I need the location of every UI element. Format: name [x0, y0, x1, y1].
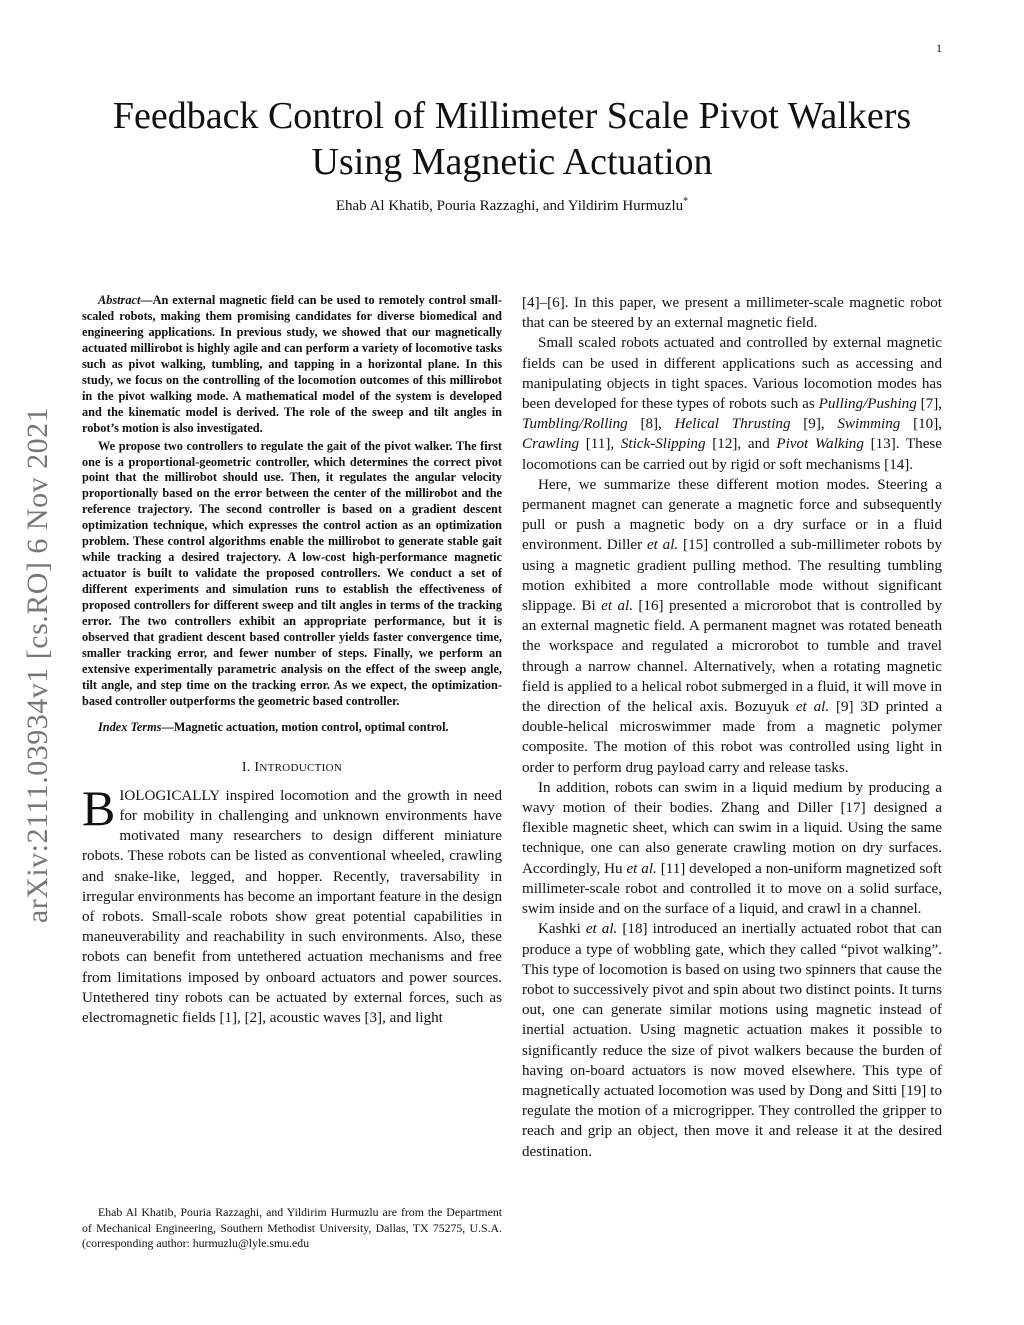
text-run: [9] 3D printed a double-helical microswimmer made from a magnetic polymer composite. The motion of this robot was controlled using light in order to perform drug payload carry and release tasks. [522, 699, 943, 776]
right-paragraph-1: [4]–[6]. In this paper, we present a millimeter-scale magnetic robot that can be steered by an external magnetic field. [522, 295, 942, 332]
text-run: [11], [579, 436, 621, 453]
index-terms-label: Index Terms [98, 719, 162, 734]
text-run: [13]. These locomotions can be carried out by rigid or soft mechanisms [14]. [522, 436, 942, 473]
text-run: [18] introduced an inertially actuated robot that can produce a type of wobbling gate, which they called “pivot walking”. This type of locomotion is based on using two spinners that cause the robot to successively pivot and spin about two distinct points. It turns out, one can generate similar motions using magnetic instead of inertial actuation. Using magnetic actuation makes it possible to significantly reduce the size of pivot walkers because the burden of having on-board actuators is now moved elsewhere. This type of magnetically actuated locomotion was used by Dong and Sitti [19] to regulate the motion of a microgripper. They controlled the gripper to reach and grip an object, then move it and release it at the desired destination. [522, 921, 942, 1160]
index-terms [82, 720, 502, 736]
text-run: [8], [627, 416, 675, 433]
abstract-text-1: —An external magnetic field can be used to remotely control small-scaled robots, making them promising candidates for diverse biomedical and engineering applications. In previous study, we showed that our magnetically actuated millirobot is highly agile and can perform a variety of locomotive tasks such as pivot walking, tumbling, and tapping in a horizontal plane. In this study, we focus on the controlling of the locomotion outcomes of this millirobot in the pivot walking mode. A mathematical model of the system is developed and the kinematic model is derived. The role of the sweep and tilt angles in robot’s motion is also investigated. [82, 293, 502, 435]
text-run: Here, we summarize these different motion modes. Steering a permanent magnet can generate a magnetic force and subsequently pull or push a magnetic body on a dry surface or in a fluid environment. Diller [522, 476, 942, 554]
corresponding-author-mark: * [683, 196, 689, 207]
text-run: [10], [900, 416, 942, 433]
paper-title: Feedback Control of Millimeter Scale Pivot Walkers Using Magnetic Actuation [112, 95, 912, 183]
locomotion-mode: Helical Thrusting [674, 416, 791, 433]
right-paragraph-3 [522, 475, 942, 778]
section-number: I. [241, 759, 251, 775]
abstract-label: Abstract [98, 293, 141, 307]
et-al: et al. [646, 537, 679, 554]
et-al: et al. [585, 921, 618, 938]
text-run: In addition, robots can swim in a liquid medium by producing a wavy motion of their bodies. Zhang and Diller [17] designed a flexible magnetic sheet, which can swim in a liquid. Using the same technique, one can also generate crawling motion on dry surfaces. Accordingly, Hu [522, 779, 942, 877]
intro-text: IOLOGICALLY inspired locomotion and the growth in need for mobility in challenging and unknown environments have motivated many researchers to design different miniature robots. These robots can be listed as conventional wheeled, crawling and snake-like, legged, and hopper. Recently, traversability in irregular environments has become an important feature in the design of robots. Small-scale robots show great potential capabilities in maneuverability and reachability in such environments. Also, these robots can benefit from untethered actuation mechanisms and free from limitations imposed by onboard actuators and power sources. Untethered tiny robots can be actuated by external forces, such as electromagnetic fields [1], [2], acoustic waves [3], and light [82, 787, 502, 1026]
locomotion-mode: Swimming [837, 416, 901, 433]
section-heading-introduction [82, 760, 502, 776]
et-al: et al. [626, 860, 657, 877]
locomotion-mode: Pulling/Pushing [818, 396, 917, 413]
text-run: [7], [916, 396, 943, 413]
author-names: Ehab Al Khatib, Pouria Razzaghi, and Yildirim Hurmuzlu [335, 198, 684, 214]
locomotion-mode: Stick-Slipping [620, 436, 706, 453]
text-run: [11] developed a non-uniform magnetized soft millimeter-scale robot and controlled it to move on a solid surface, swim inside and on the surface of a liquid, and crawl in a channel. [522, 860, 942, 918]
intro-paragraph [82, 779, 502, 1028]
et-al: et al. [795, 699, 830, 716]
locomotion-mode: Crawling [522, 436, 580, 453]
text-run: [12], and [705, 436, 777, 453]
author-list [70, 196, 954, 215]
abstract-paragraph-2: We propose two controllers to regulate the gait of the pivot walker. The first one is a proportional-geometric controller, which determines the correct pivot point that the millirobot should use. Then, it regulates the angular velocity proportionally based on the error between the center of the millirobot and the reference trajectory. The second controller is based on a gradient descent optimization technique, which expresses the control action as an optimization problem. These control algorithms enable the millirobot to generate stable gait while tracking a desired trajectory. A low-cost high-performance magnetic actuator is built to validate the proposed controllers. We conduct a set of different experiments and simulation runs to establish the effectiveness of proposed controllers for different sweep and tilt angles in terms of the tracking error. The two controllers exhibit an appropriate performance, but it is observed that gradient descent based controller yields faster convergence time, smaller tracking error, and fewer number of steps. Finally, we perform an extensive experimentally parametric analysis on the effect of the sweep angle, tilt angle, and step time on the tracking error. As we expect, the optimization-based controller outperforms the geometric based controller. [82, 438, 502, 708]
locomotion-mode: Pivot Walking [776, 436, 864, 453]
et-al: et al. [601, 598, 633, 615]
left-column [82, 293, 502, 1028]
text-run: Small scaled robots actuated and controlled by external magnetic fields can be used in different applications such as accessing and manipulating objects in tight spaces. Various locomotion modes has been developed for these types of robots such as [522, 335, 942, 413]
right-paragraph-2 [522, 333, 942, 474]
right-column [522, 293, 942, 1162]
section-title-rest: NTRODUCTION [259, 761, 343, 774]
text-run: [16] presented a microrobot that is controlled by an external magnetic field. A permanent magnet was rotated beneath the workspace and regulated a microrobot to tumble and travel through a narrow channel. Alternatively, when a rotating magnetic field is applied to a helical robot submerged in a fluid, it will move in the direction of the helical axis. Bozuyuk [522, 598, 942, 716]
text-run: [9], [790, 416, 838, 433]
right-paragraph-5 [522, 919, 942, 1161]
index-terms-text: —Magnetic actuation, motion control, optimal control. [161, 719, 449, 734]
author-affiliation-footnote: Ehab Al Khatib, Pouria Razzaghi, and Yildirim Hurmuzlu are from the Department of Mechanical Engineering, Southern Methodist University, Dallas, TX 75275, U.S.A. (corresponding author: hurmuzlu@lyle.smu.edu [82, 1205, 502, 1250]
arxiv-identifier-stamp: arXiv:2111.03934v1 [cs.RO] 6 Nov 2021 [21, 406, 54, 924]
text-run: Kashki [538, 921, 586, 938]
section-title-initial: I [254, 759, 260, 775]
locomotion-mode: Tumbling/Rolling [522, 416, 628, 433]
right-paragraph-4 [522, 778, 942, 919]
drop-cap: B [82, 779, 116, 836]
page-number: 1 [936, 41, 942, 55]
text-run: [15] controlled a sub-millimeter robots by using a magnetic gradient pulling method. The resulting tumbling motion exhibited a more controllable mode without significant slippage. Bi [522, 537, 942, 615]
abstract-paragraph-1 [82, 293, 502, 437]
